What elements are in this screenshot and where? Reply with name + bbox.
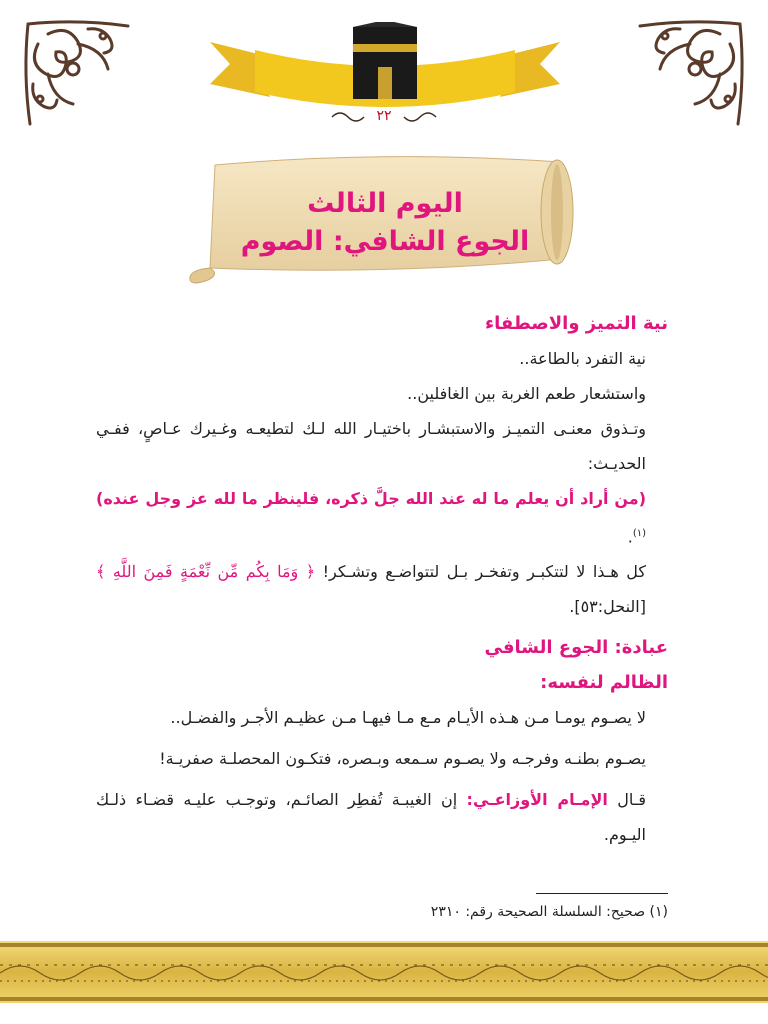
paragraph-3: وتـذوق معنـى التميـز والاستبشـار باختيـار الله لـك لتطيعـه وغـيرك عـاصٍ، ففـي الحديـث:: [96, 419, 646, 473]
paragraph-4: [96, 554, 668, 624]
page-title: [185, 185, 585, 261]
paragraph-7-rest: إن الغيبـة تُفطِر الصائـم، وتوجـب عليـه قضـاء ذلـك اليـوم.: [96, 790, 646, 845]
footnote: (١) صحيح: السلسلة الصحيحة رقم: ٢٣١٠: [430, 904, 668, 920]
paragraph-6: يصـوم بطنـه وفرجـه ولا يصـوم سـمعه وبـصره، فتكـون المحصلـة صفريـة!: [159, 749, 646, 769]
page-number: ٢٢: [376, 108, 392, 124]
paragraph-7: [96, 782, 668, 852]
imam-name: الإمـام الأوزاعـي:: [466, 790, 608, 810]
paragraph-4-text: كل هـذا لا لتتكبـر وتفخـر بـل لتتواضـع وتشـكر!: [322, 562, 646, 582]
quran-reference: [النحل:٥٣].: [569, 597, 646, 617]
title-line-1: اليوم الثالث: [307, 188, 463, 219]
paragraph-1: نية التفرد بالطاعة..: [519, 349, 646, 368]
hadith-text: (من أراد أن يعلم ما له عند الله جلَّ ذكره، فلينظر ما لله عز وجل عنده): [96, 489, 646, 508]
heading-oppressor: الظالم لنفسه:: [540, 672, 668, 694]
paragraph-2: واستشعار طعم الغربة بين الغافلين..: [407, 384, 646, 403]
hadith-paragraph: (من أراد أن يعلم ما له عند الله جلَّ ذكره، فلينظر ما لله عز وجل عنده)$^{(١)}$.: [96, 489, 646, 547]
paragraph-7-start: قـال: [617, 790, 647, 810]
paragraph-5: لا يصـوم يومـا مـن هـذه الأيـام مـع مـا فيهـا مـن عظيـم الأجـر والفضـل..: [170, 708, 646, 728]
calligraphy-band-icon: [0, 941, 768, 1003]
quran-verse: ﴿ وَمَا بِكُم مِّن نِّعْمَةٍ فَمِنَ اللَّهِ ﴾: [96, 562, 316, 582]
heading-worship: عبادة: الجوع الشافي: [484, 637, 668, 659]
footnote-divider: [536, 893, 668, 894]
main-content: [96, 306, 668, 852]
hadith-footnote-ref: (١): [632, 528, 646, 539]
title-line-2: الجوع الشافي: الصوم: [240, 226, 530, 257]
heading-intention: نية التميز والاصطفاء: [484, 313, 668, 334]
